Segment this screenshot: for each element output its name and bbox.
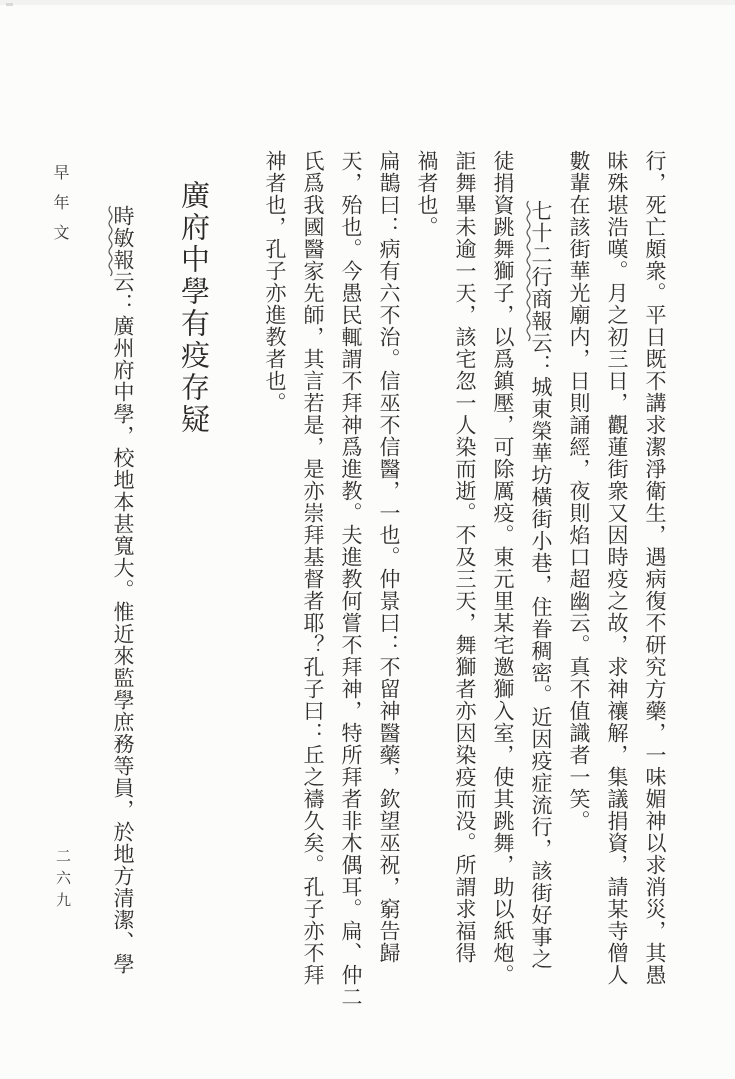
- text-column: [636, 150, 674, 1042]
- cited-publication-name: 七十二行商報: [529, 200, 553, 332]
- text-column: [256, 150, 294, 1042]
- text-block: [104, 150, 674, 1042]
- page-number: 二六九: [54, 848, 70, 914]
- text-column: [522, 150, 560, 1042]
- book-title-wavy-mark-icon: [107, 206, 114, 276]
- text-column: [598, 150, 636, 1042]
- text-column: [408, 150, 446, 1042]
- column-text: 云：廣州府中學，校地本甚寬大。惟近來監學庶務等員，於地方清潔、學: [111, 271, 135, 975]
- text-column: [560, 150, 598, 1042]
- cited-publication-name: 時敏報: [111, 205, 135, 271]
- article-title: 廣府中學有疫存疑: [177, 180, 209, 436]
- column-text: 禍者也。: [415, 150, 439, 238]
- text-column: [370, 150, 408, 1042]
- column-text: 云：城東榮華坊橫街小巷，住眷稠密。近因疫症流行，該街好事之: [529, 332, 553, 970]
- book-title-wavy-mark-icon: [525, 201, 532, 341]
- text-column: [484, 150, 522, 1042]
- text-column: [446, 150, 484, 1042]
- running-header: 早年文: [51, 164, 68, 254]
- column-text: 扁鵲曰：病有六不治。信巫不信醫，一也。仲景曰：不留神醫藥，欽望巫祝，窮告歸: [377, 150, 401, 964]
- column-text: 詎舞畢未逾一天，該宅忽一人染而逝。不及三天，舞獅者亦因染疫而没。所謂求福得: [453, 150, 477, 964]
- column-text: 天，殆也。今愚民輒謂不拜神爲進教。夫進教何嘗不拜神，特所拜者非木偶耳。扁、仲二: [339, 150, 363, 1008]
- column-text: 氏爲我國醫家先師，其言若是，是亦崇拜基督者耶？孔子曰：丘之禱久矣。孔子亦不拜: [301, 150, 325, 986]
- source-column: [104, 150, 142, 1042]
- column-text: 數輩在該街華光廟内，日則誦經，夜則焰口超幽云。真不值識者一笑。: [567, 150, 591, 832]
- column-text: 徒捐資跳舞獅子，以爲鎮壓，可除厲疫。東元里某宅邀獅入室，使其跳舞，助以紙炮。: [491, 150, 515, 986]
- scan-speck: [6, 3, 13, 6]
- text-column: [294, 150, 332, 1042]
- column-text: 神者也，孔子亦進教者也。: [263, 150, 287, 414]
- scan-edge: [0, 0, 735, 5]
- column-text: 行，死亡頗衆。平日既不講求潔淨衛生，遇病復不研究方藥，一味媚神以求消災，其愚: [643, 150, 667, 986]
- text-column: [332, 150, 370, 1042]
- column-text: 昧殊堪浩嘆。月之初三日，觀蓮街衆又因時疫之故，求神禳解，集議捐資，請某寺僧人: [605, 150, 629, 986]
